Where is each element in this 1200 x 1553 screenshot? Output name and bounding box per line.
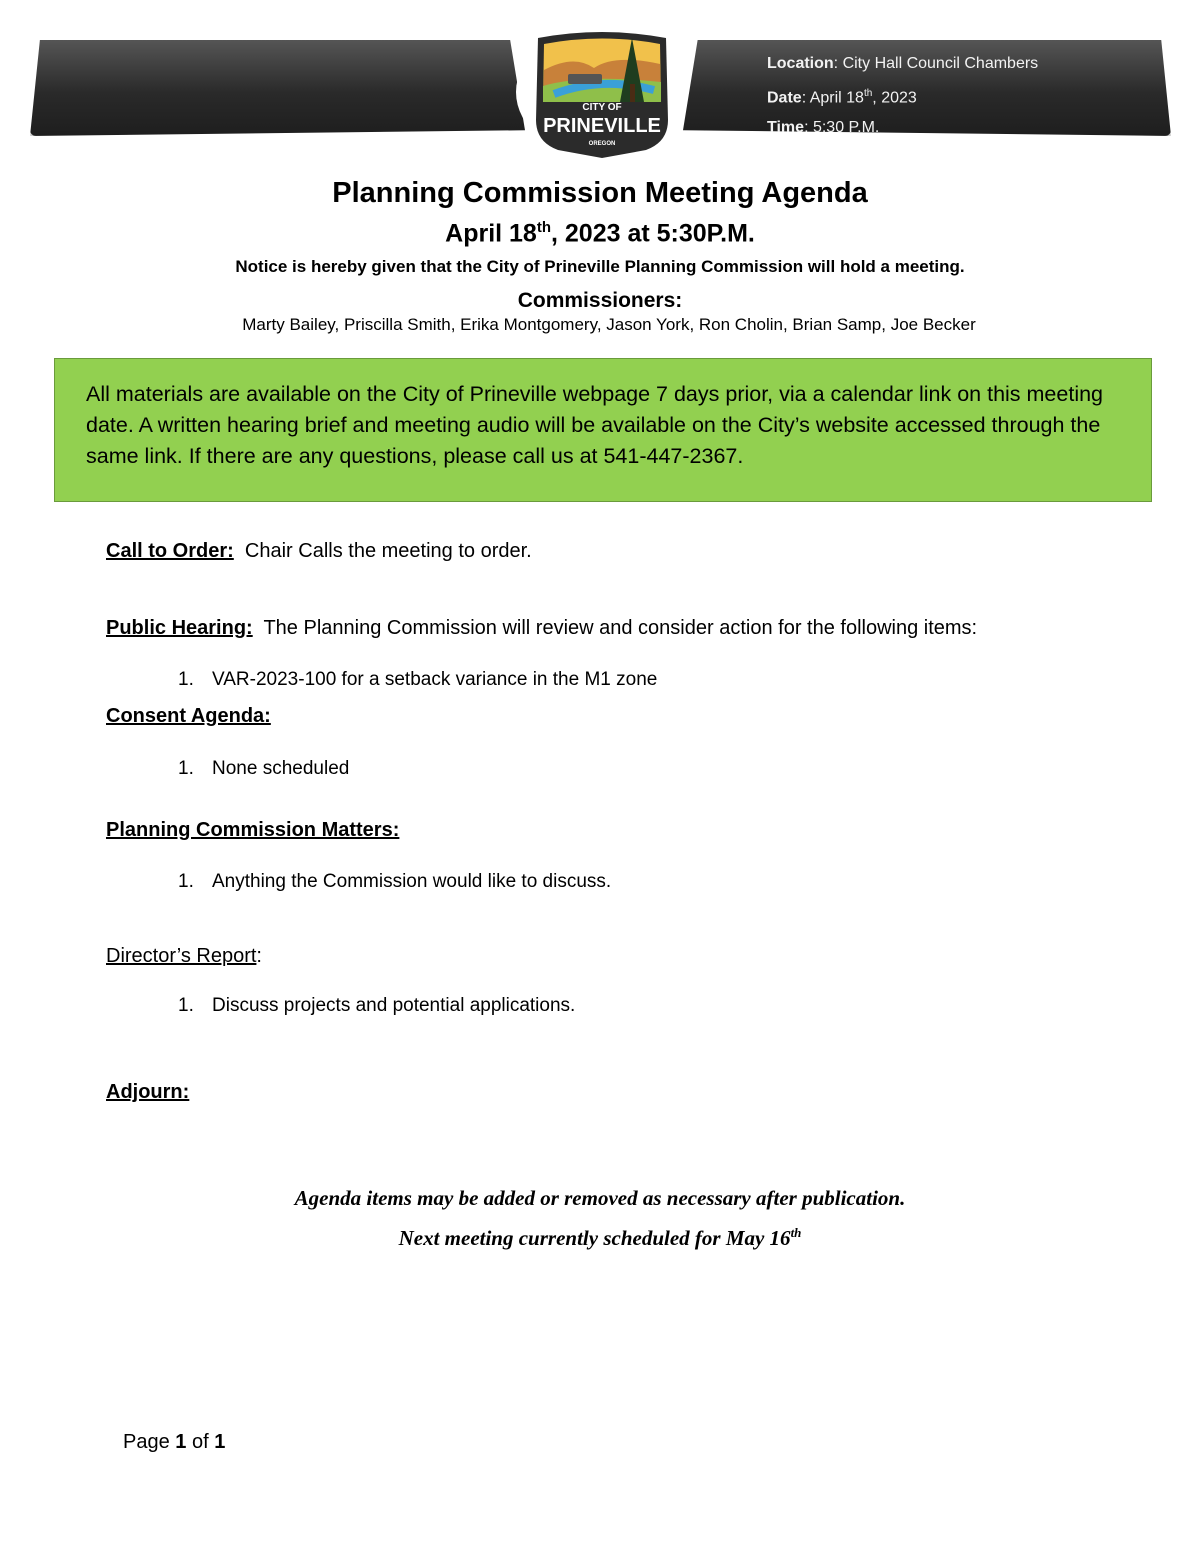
time-line: Time: 5:30 P.M. (767, 119, 880, 137)
footer-note-1: Agenda items may be added or removed as necessary after publication. (294, 1186, 906, 1210)
list-item: 1. None scheduled (178, 758, 350, 779)
list-item: 1. Discuss projects and potential applications. (178, 995, 576, 1016)
page-number: Page 1 of 1 (123, 1431, 226, 1453)
section-adjourn: Adjourn: (106, 1081, 190, 1103)
page-title: Planning Commission Meeting Agenda (332, 177, 868, 209)
commissioners-heading: Commissioners: (517, 289, 683, 312)
logo-line3: OREGON (588, 141, 616, 147)
section-directors-report: Director’s Report: (106, 945, 262, 967)
meeting-info (767, 49, 1038, 143)
city-logo (514, 24, 690, 160)
section-public-hearing: Public Hearing: The Planning Commission will review and consider action for the following items: (106, 617, 978, 639)
section-pc-matters: Planning Commission Matters: (106, 819, 400, 841)
meeting-notice: Notice is hereby given that the City of Prineville Planning Commission will hold a meeting. (235, 257, 965, 276)
commissioners-list: Marty Bailey, Priscilla Smith, Erika Montgomery, Jason York, Ron Cholin, Brian Samp, Joe Becker (242, 315, 976, 334)
section-call-to-order: Call to Order: Chair Calls the meeting to order. (106, 540, 532, 562)
date-line: Date: April 18th, 2023 (767, 88, 917, 107)
section-consent-agenda: Consent Agenda: (106, 705, 271, 727)
location-line: Location: City Hall Council Chambers (767, 55, 1039, 72)
info-box-text: All materials are available on the City of Prineville webpage 7 days prior, via a calendar link on this meeting date. A written hearing brief and meeting audio will be available on the City’s website accessed through the same link. If there are any questions, please call us at 541-447-2367. (86, 382, 1104, 468)
info-box (54, 358, 1152, 502)
logo-line2: PRINEVILLE (543, 115, 661, 137)
logo-line1: CITY OF (582, 102, 622, 113)
footer-note-2: Next meeting currently scheduled for May 16th (398, 1225, 802, 1250)
header-banner-left (30, 40, 525, 136)
list-item: 1. VAR-2023-100 for a setback variance in the M1 zone (178, 669, 658, 690)
list-item: 1. Anything the Commission would like to discuss. (178, 871, 612, 892)
meeting-date-heading: April 18th, 2023 at 5:30P.M. (445, 219, 755, 248)
